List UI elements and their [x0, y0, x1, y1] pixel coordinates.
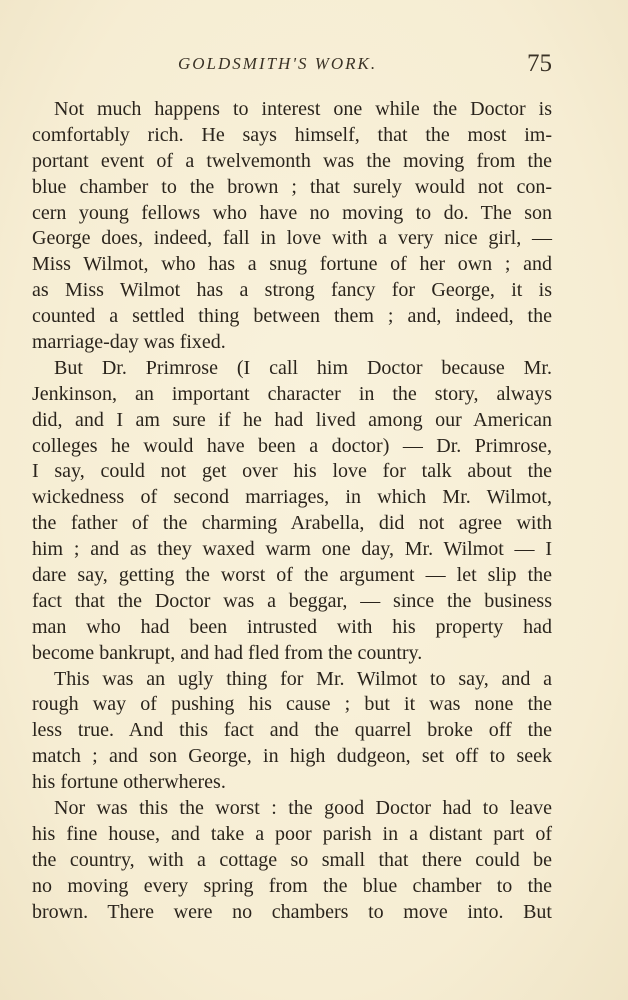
text-line: This was an ugly thing for Mr. Wilmot to say, and a — [54, 667, 552, 690]
text-line: the father of the charming Arabella, did not agree with — [32, 512, 552, 535]
text-line: counted a settled thing between them ; and, indeed, the — [32, 305, 552, 328]
text-line: cern young fellows who have no moving to do. The son — [32, 201, 552, 224]
text-line: him ; and as they waxed warm one day, Mr. Wilmot — I — [32, 538, 552, 561]
running-title: GOLDSMITH'S WORK. — [178, 54, 378, 73]
text-line: less true. And this fact and the quarrel broke off the — [32, 719, 552, 742]
text-line: his fine house, and take a poor parish in a distant part of — [32, 822, 552, 845]
text-line: as Miss Wilmot has a strong fancy for George, it is — [32, 279, 552, 302]
text-line: no moving every spring from the blue chamber to the — [32, 874, 552, 897]
running-head — [0, 50, 628, 80]
text-line: Not much happens to interest one while the Doctor is — [54, 98, 552, 120]
text-line: become bankrupt, and had fled from the country. — [32, 641, 423, 664]
text-line: did, and I am sure if he had lived among our American — [32, 408, 552, 431]
text-line: portant event of a twelvemonth was the moving from the — [32, 149, 552, 172]
text-line: man who had been intrusted with his property had — [32, 615, 552, 638]
text-line: Jenkinson, an important character in the story, always — [32, 382, 552, 405]
text-line: colleges he would have been a doctor) — Dr. Primrose, — [32, 434, 552, 457]
text-line: Nor was this the worst : the good Doctor had to leave — [54, 797, 552, 820]
text-line: rough way of pushing his cause ; but it was none the — [32, 693, 552, 716]
text-line: comfortably rich. He says himself, that the most im- — [32, 123, 552, 146]
text-line: brown. There were no chambers to move into. But — [32, 900, 552, 923]
text-line: blue chamber to the brown ; that surely would not con- — [32, 175, 552, 198]
text-line: I say, could not get over his love for talk about the — [32, 460, 552, 483]
text-line: But Dr. Primrose (I call him Doctor because Mr. — [54, 356, 552, 379]
body-text — [32, 97, 552, 926]
text-line: the country, with a cottage so small that there could be — [32, 848, 552, 871]
text-line: marriage-day was fixed. — [32, 331, 226, 354]
text-line: match ; and son George, in high dudgeon, set off to seek — [32, 745, 552, 768]
text-line: fact that the Doctor was a beggar, — since the business — [32, 589, 552, 612]
text-line: George does, indeed, fall in love with a very nice girl, — — [32, 227, 552, 250]
text-line: dare say, getting the worst of the argument — let slip the — [32, 564, 552, 587]
text-line: wickedness of second marriages, in which Mr. Wilmot, — [32, 486, 552, 509]
text-line: Miss Wilmot, who has a snug fortune of her own ; and — [32, 253, 552, 276]
text-line: his fortune otherwheres. — [32, 771, 226, 794]
page-number: 75 — [527, 50, 552, 77]
